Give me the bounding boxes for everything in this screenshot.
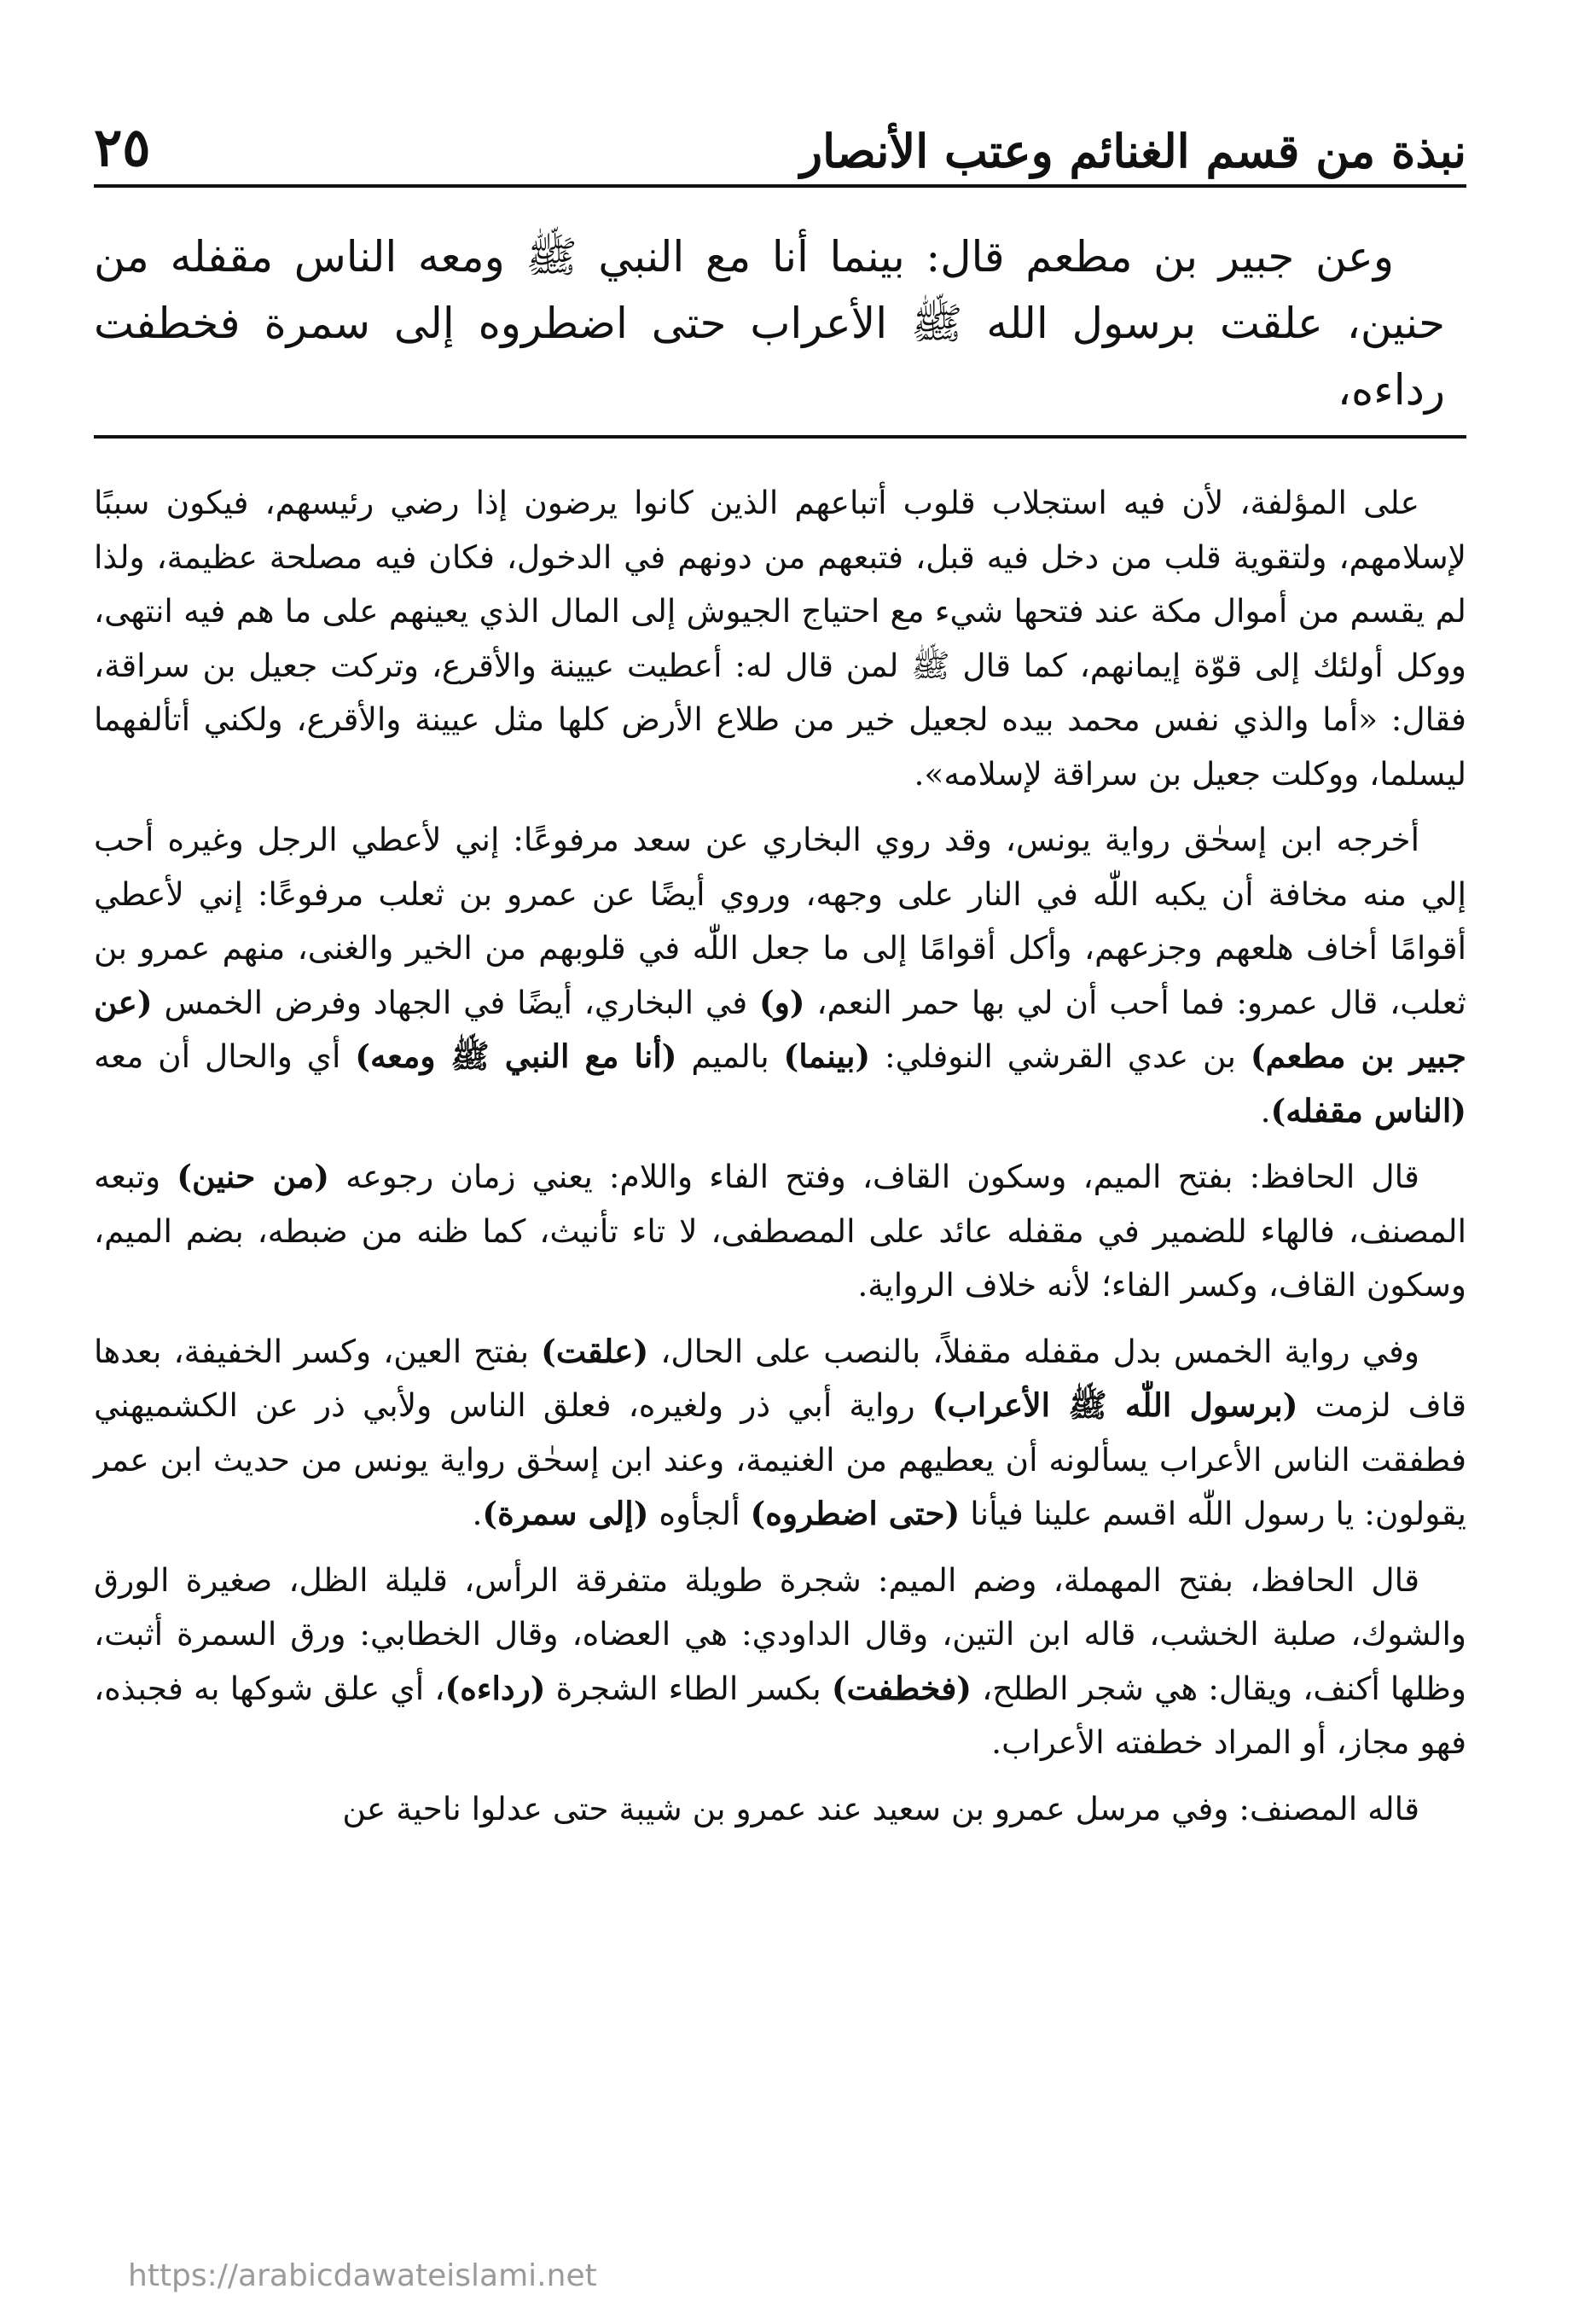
quoted-matn: (الناس مقفله) <box>1270 1091 1466 1130</box>
commentary-text: بكسر الطاء الشجرة <box>545 1669 832 1707</box>
chapter-title: نبذة من قسم الغنائم وعتب الأنصار <box>800 124 1466 178</box>
commentary-text: . <box>472 1495 483 1532</box>
commentary-text: بفتح العين، وكسر الخفيفة، بعدها قاف لزمت <box>94 1332 1467 1424</box>
quoted-matn: (علقت) <box>541 1332 649 1370</box>
page-number: ٢٥ <box>94 116 151 178</box>
quoted-matn: (أنا مع النبي ﷺ ومعه) <box>355 1037 677 1075</box>
commentary-text: أي والحال أن معه <box>94 1037 356 1075</box>
commentary-paragraph <box>94 1325 1466 1542</box>
quoted-matn: (عن جبير بن مطعم) <box>94 983 1466 1075</box>
commentary-text: قال الحافظ: بفتح الميم، وسكون القاف، وفتح الفاء واللام: يعني زمان رجوعه <box>328 1158 1419 1195</box>
quoted-matn: (فخطفت) <box>831 1669 972 1707</box>
commentary-text: على المؤلفة، لأن فيه استجلاب قلوب أتباعهم الذين كانوا يرضون إذا رضي رئيسهم، فيكون سببًا لإسلامهم، ولتقوية قلب من دخل فيه قبل، فتبعهم من دونهم في الدخول، فكان فيه مصلحة عظيمة، ولذا لم يقسم من أموال مكة عند فتحها شيء مع احتياج الجيوش إلى المال الذي يعينهم على ما هم فيه انتهى، ووكل أولئك إلى قوّة إيمانهم، كما قال ﷺ لمن قال له: أعطيت عيينة والأقرع، وتركت جعيل بن سراقة، فقال: «أما والذي نفس محمد بيده لجعيل خير من طلاع الأرض كلها مثل عيينة والأقرع، ولكني أتألفهما ليسلما، ووكلت جعيل بن سراقة لإسلامه». <box>94 484 1466 793</box>
quoted-matn: (رداءه) <box>444 1669 546 1707</box>
commentary-paragraph <box>94 1150 1466 1313</box>
commentary-paragraph <box>94 1782 1466 1837</box>
quoted-matn: (حتى اضطروه) <box>750 1495 961 1532</box>
commentary-divider <box>94 435 1466 439</box>
commentary-text: بن عدي القرشي النوفلي: <box>870 1037 1251 1075</box>
commentary-text: . <box>1260 1091 1271 1130</box>
header-divider <box>94 184 1466 188</box>
commentary-text: وفي رواية الخمس بدل مقفله مقفلاً، بالنصب على الحال، <box>648 1332 1419 1370</box>
quoted-matn: (بينما) <box>783 1037 871 1075</box>
quoted-matn: (إلى سمرة) <box>482 1495 649 1532</box>
commentary-text: قال الحافظ، بفتح المهملة، وضم الميم: شجرة طويلة متفرقة الرأس، قليلة الظل، صغيرة الورق والشوك، صلبة الخشب، قاله ابن التين، وقال الداودي: هي العضاه، وقال الخطابي: ورق السمرة أثبت، وظلها أكنف، ويقال: هي شجر الطلح، <box>94 1560 1466 1707</box>
commentary-text: أخرجه ابن إسحٰق رواية يونس، وقد روي البخاري عن سعد مرفوعًا: إني لأعطي الرجل وغيره أحب إلي منه مخافة أن يكبه اللّٰه في النار على وجهه، وروي أيضًا عن عمرو بن ثعلب مرفوعًا: إني لأعطي أقوامًا أخاف هلعهم وجزعهم، وأكل أقوامًا إلى ما جعل اللّٰه في قلوبهم من الخير والغنى، منهم عمرو بن ثعلب، قال عمرو: فما أحب أن لي بها حمر النعم، <box>94 821 1466 1021</box>
commentary-paragraph <box>94 476 1466 801</box>
commentary-paragraph <box>94 813 1466 1138</box>
commentary-text: ، أي علق شوكها به فجبذه، فهو مجاز، أو المراد خطفته الأعراب. <box>94 1669 1466 1761</box>
commentary-text: ألجأوه <box>648 1495 751 1532</box>
hadith-text: وعن جبير بن مطعم قال: بينما أنا مع النبي ﷺ ومعه الناس مقفله من حنين، علقت برسول الله ﷺ الأعراب حتى اضطروه إلى سمرة فخطفت رداءه، <box>94 232 1445 415</box>
commentary-text: رواية أبي ذر ولغيره، فعلق الناس ولأبي ذر عن الكشميهني فطفقت الناس الأعراب يسألونه أن يعطيهم من الغنيمة، وعند ابن إسحٰق رواية يونس من حديث ابن عمر يقولون: يا رسول اللّٰه اقسم علينا فيأنا <box>94 1386 1466 1532</box>
quoted-matn: (و) <box>758 983 805 1021</box>
watermark: https://arabicdawateislami.net <box>128 2258 597 2293</box>
commentary-text: بالميم <box>676 1037 784 1075</box>
quoted-matn: (من حنين) <box>177 1158 329 1195</box>
commentary-text: وتبعه المصنف، فالهاء للضمير في مقفله عائد على المصطفى، لا تاء تأنيث، كما ظنه من ضبطه، بضم الميم، وسكون القاف، وكسر الفاء؛ لأنه خلاف الرواية. <box>94 1158 1466 1304</box>
commentary-paragraph <box>94 1554 1466 1770</box>
commentary-text: في البخاري، أيضًا في الجهاد وفرض الخمس <box>152 983 759 1021</box>
running-header <box>94 92 1466 178</box>
commentary-body <box>94 476 1466 1848</box>
commentary-text: قاله المصنف: وفي مرسل عمرو بن سعيد عند عمرو بن شيبة حتى عدلوا ناحية عن <box>342 1789 1419 1827</box>
quoted-matn: (برسول اللّٰه ﷺ الأعراب) <box>932 1386 1298 1424</box>
